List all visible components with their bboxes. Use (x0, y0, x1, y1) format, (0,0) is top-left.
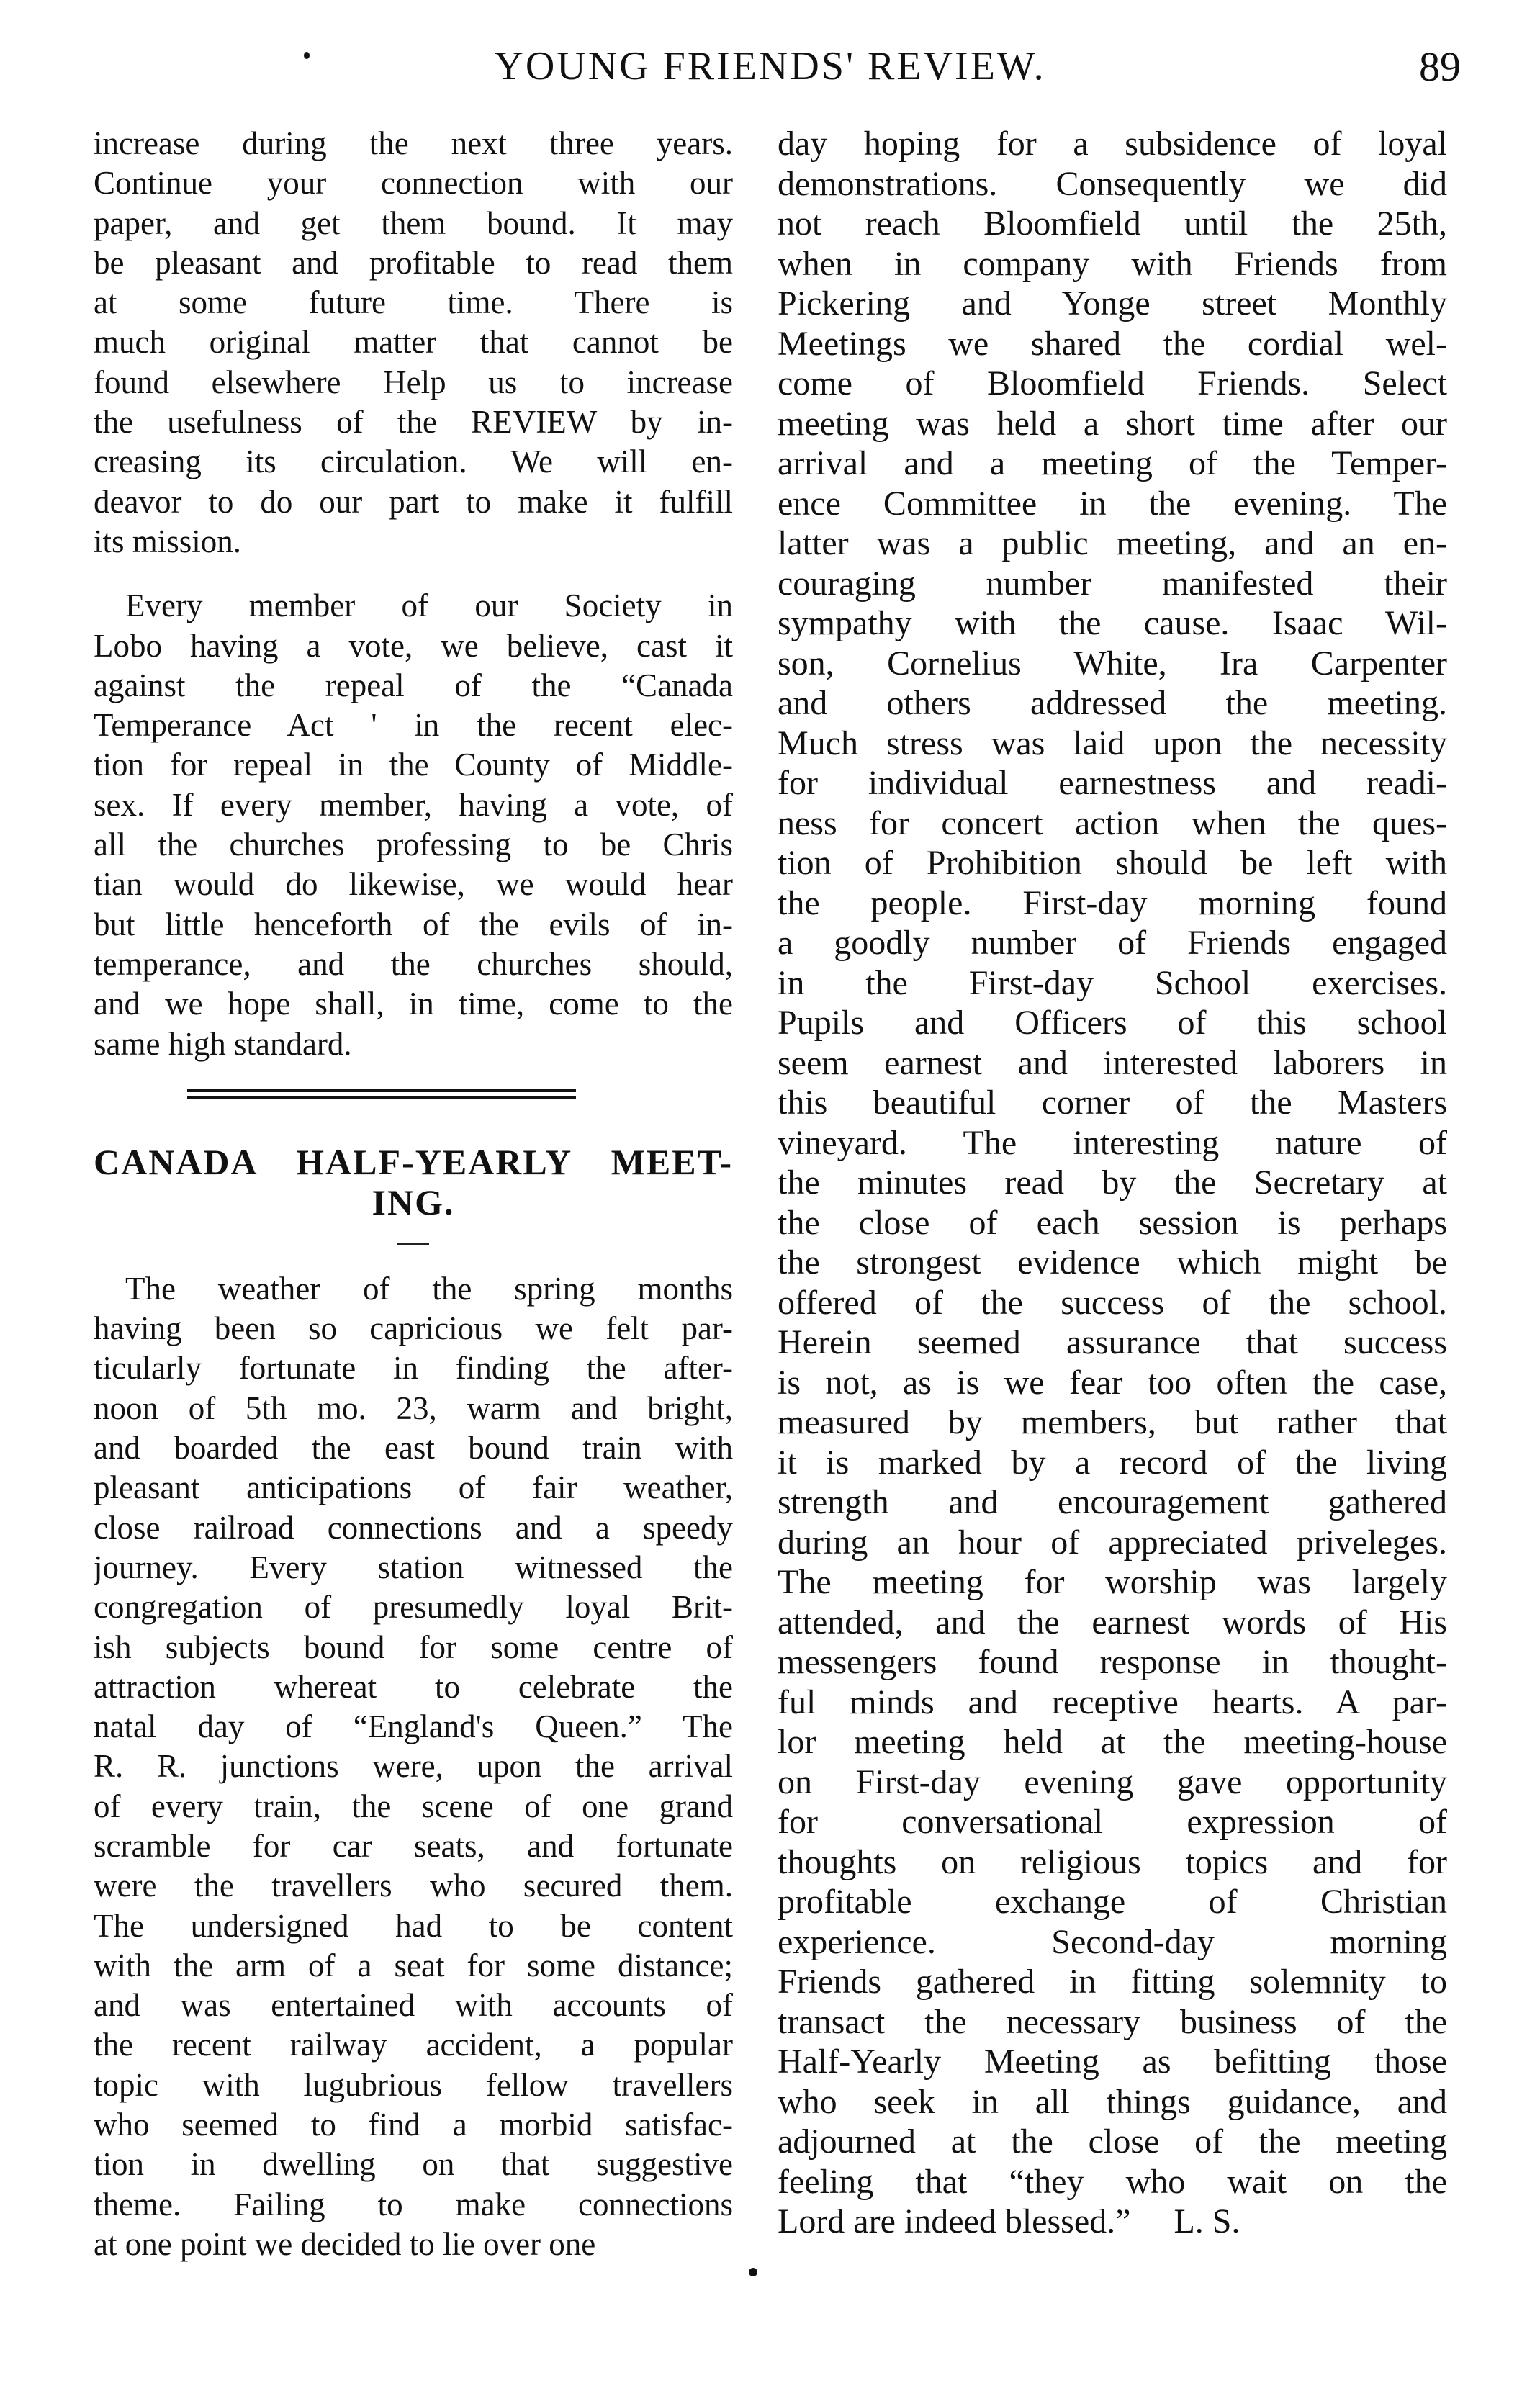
text-line: demonstrations. Consequently we did (778, 164, 1447, 203)
text-line: it is marked by a record of the living (778, 1443, 1447, 1482)
text-line: transact the necessary business of the (778, 2002, 1447, 2041)
section-divider (94, 1089, 733, 1103)
text-line: Every member of our Society in (125, 587, 733, 624)
text-line: vineyard. The interesting nature of (778, 1123, 1447, 1162)
heading-line: ING. (372, 1181, 455, 1222)
section-heading (94, 1142, 733, 1222)
text-line: ticularly fortunate in finding the after- (94, 1350, 733, 1387)
paragraph-lobo-temperance (94, 586, 733, 1064)
text-line: the strongest evidence which might be (778, 1243, 1447, 1281)
paragraph-subscription-appeal (94, 124, 733, 562)
paragraph-journey (94, 1269, 733, 2264)
text-line: tion of Prohibition should be left with (778, 844, 1447, 882)
left-column (94, 124, 733, 2289)
text-line: ish subjects bound for some centre of (94, 1629, 733, 1665)
text-line: sex. If every member, having a vote, of (94, 786, 733, 823)
text-line: creasing its circulation. We will en- (94, 443, 733, 480)
text-line: on First-day evening gave opportunity (778, 1762, 1447, 1801)
text-line: but little henceforth of the evils of in- (94, 906, 733, 942)
text-line: The undersigned had to be content (94, 1907, 733, 1944)
text-line: who seemed to find a morbid satisfac- (94, 2107, 733, 2143)
text-line: thoughts on religious topics and for (778, 1842, 1447, 1881)
text-line: Half-Yearly Meeting as befitting those (778, 2042, 1447, 2081)
text-line: attraction whereat to celebrate the (94, 1668, 733, 1705)
text-line: Continue your connection with our (94, 165, 733, 202)
text-line: tion in dwelling on that suggestive (94, 2146, 733, 2183)
text-line: couraging number manifested their (778, 564, 1447, 603)
text-line: profitable exchange of Christian (778, 1883, 1447, 1921)
text-line: day hoping for a subsidence of loyal (778, 125, 1447, 163)
text-line: and others addressed the meeting. (778, 684, 1447, 722)
text-line: strength and encouragement gathered (778, 1483, 1447, 1521)
text-line: and was entertained with accounts of (94, 1987, 733, 2024)
text-line: the close of each session is perhaps (778, 1203, 1447, 1242)
text-line: for conversational expression of (778, 1803, 1447, 1841)
text-line: feeling that “they who wait on the (778, 2162, 1447, 2201)
closing-text: Lord are indeed blessed.” (778, 2202, 1131, 2240)
text-line: ful minds and receptive hearts. A par- (778, 1682, 1447, 1721)
text-line: Temperance Act ' in the recent elec- (94, 707, 733, 744)
text-line: during an hour of appreciated priveleges. (778, 1523, 1447, 1562)
heading-line: CANADA HALF-YEARLY MEET- (94, 1141, 733, 1182)
text-line: the people. First-day morning found (778, 883, 1447, 922)
divider-rule-thin (187, 1096, 576, 1099)
text-line: experience. Second-day morning (778, 1922, 1447, 1961)
text-line: its mission. (94, 523, 242, 559)
text-line: come of Bloomfield Friends. Select (778, 364, 1447, 402)
text-line: journey. Every station witnessed the (94, 1549, 733, 1585)
text-line: son, Cornelius White, Ira Carpenter (778, 644, 1447, 683)
text-line: Much stress was laid upon the necessity (778, 724, 1447, 762)
text-line: sympathy with the cause. Isaac Wil- (778, 604, 1447, 642)
text-line: in the First-day School exercises. (778, 963, 1447, 1002)
text-line: ness for concert action when the ques- (778, 803, 1447, 842)
paragraph-bloomfield-meeting (778, 124, 1447, 2202)
text-line: and boarded the east bound train with (94, 1430, 733, 1467)
text-line: for individual earnestness and readi- (778, 764, 1447, 802)
text-line: paper, and get them bound. It may (94, 204, 733, 241)
text-line: having been so capricious we felt par- (94, 1310, 733, 1347)
text-line: Friends gathered in fitting solemnity to (778, 1963, 1447, 2001)
text-line: with the arm of a seat for some distance; (94, 1947, 733, 1983)
text-line: be pleasant and profitable to read them (94, 244, 733, 281)
text-line: close railroad connections and a speedy (94, 1509, 733, 1546)
text-line: seem earnest and interested laborers in (778, 1043, 1447, 1082)
text-line: found elsewhere Help us to increase (94, 364, 733, 400)
text-line: who seek in all things guidance, and (778, 2082, 1447, 2121)
footer-ornament (749, 2268, 757, 2276)
text-line: attended, and the earnest words of His (778, 1603, 1447, 1641)
text-line: all the churches professing to be Chris (94, 826, 733, 863)
text-line: the usefulness of the REVIEW by in- (94, 404, 733, 441)
text-line: congregation of presumedly loyal Brit- (94, 1589, 733, 1626)
text-line: deavor to do our part to make it fulfill (94, 483, 733, 520)
text-line: when in company with Friends from (778, 244, 1447, 283)
text-line: the recent railway accident, a popular (94, 2027, 733, 2063)
text-line: not reach Bloomfield until the 25th, (778, 204, 1447, 243)
text-line: latter was a public meeting, and an en- (778, 524, 1447, 562)
text-line: messengers found response in thought- (778, 1643, 1447, 1681)
text-line: measured by members, but rather that (778, 1403, 1447, 1441)
text-line: meeting was held a short time after our (778, 404, 1447, 443)
text-line: increase during the next three years. (94, 125, 733, 161)
heading-dash (397, 1243, 429, 1245)
text-line: much original matter that cannot be (94, 324, 733, 361)
text-line: temperance, and the churches should, (94, 945, 733, 982)
text-line: theme. Failing to make connections (94, 2186, 733, 2222)
text-line: same high standard. (94, 1025, 352, 1062)
text-line: at some future time. There is (94, 284, 733, 321)
text-line: natal day of “England's Queen.” The (94, 1708, 733, 1745)
text-line: The weather of the spring months (125, 1270, 733, 1307)
text-line: were the travellers who secured them. (94, 1868, 733, 1904)
text-line: ence Committee in the evening. The (778, 484, 1447, 523)
text-line: of every train, the scene of one grand (94, 1788, 733, 1824)
text-line: The meeting for worship was largely (778, 1563, 1447, 1601)
text-line: scramble for car seats, and fortunate (94, 1827, 733, 1864)
text-line: and we hope shall, in time, come to the (94, 986, 733, 1022)
closing-line (778, 2202, 1447, 2242)
text-line: against the repeal of the “Canada (94, 667, 733, 703)
text-line: at one point we decided to lie over one (94, 2225, 596, 2262)
text-line: pleasant anticipations of fair weather, (94, 1469, 733, 1506)
page-number: 89 (1419, 43, 1461, 90)
text-line: offered of the success of the school. (778, 1283, 1447, 1322)
text-line: this beautiful corner of the Masters (778, 1084, 1447, 1122)
text-line: Herein seemed assurance that success (778, 1323, 1447, 1361)
text-line: a goodly number of Friends engaged (778, 924, 1447, 962)
divider-rule-thick (187, 1089, 576, 1092)
text-line: R. R. junctions were, upon the arrival (94, 1748, 733, 1785)
text-line: Meetings we shared the cordial wel- (778, 324, 1447, 363)
text-line: is not, as is we fear too often the case, (778, 1363, 1447, 1402)
text-line: Pickering and Yonge street Monthly (778, 284, 1447, 323)
text-line: adjourned at the close of the meeting (778, 2122, 1447, 2161)
text-line: arrival and a meeting of the Temper- (778, 444, 1447, 482)
right-column (778, 124, 1447, 2266)
running-header-title: YOUNG FRIENDS' REVIEW. (494, 44, 1046, 89)
text-line: tian would do likewise, we would hear (94, 866, 733, 903)
text-line: noon of 5th mo. 23, warm and bright, (94, 1389, 733, 1426)
text-line: Lobo having a vote, we believe, cast it (94, 627, 733, 664)
text-line: Pupils and Officers of this school (778, 1004, 1447, 1042)
text-line: topic with lugubrious fellow travellers (94, 2066, 733, 2103)
text-line: tion for repeal in the County of Middle- (94, 747, 733, 783)
text-line: the minutes read by the Secretary at (778, 1163, 1447, 1202)
signature: L. S. (1174, 2202, 1240, 2240)
text-line: lor meeting held at the meeting-house (778, 1723, 1447, 1761)
